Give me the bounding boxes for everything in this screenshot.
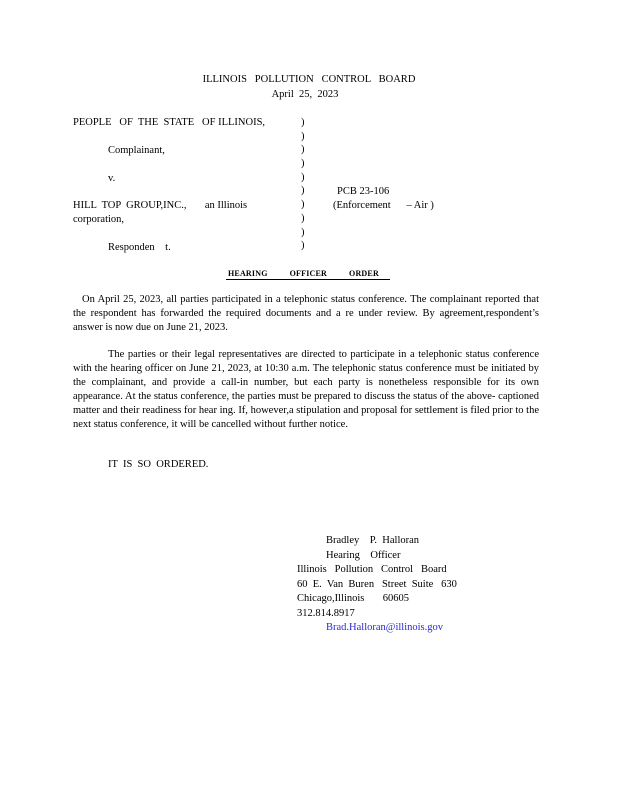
complainant-name: PEOPLE OF THE STATE OF ILLINOIS, [73,117,266,128]
paren: ) [301,130,305,142]
signer-title: Hearing Officer [326,549,401,561]
signature-block [297,534,497,636]
paren: ) [301,144,305,156]
respondent-label: Responden t. [108,242,171,253]
paren: ) [301,117,305,128]
paren: ) [301,226,305,238]
paragraph-directive: The parties or their legal representatives are directed to participate in a telephonic status conference with the hearing officer on June 21, 2023, at 10:30 a.m. The telephonic status conference must be initiated by the complainant, and provide a call-in number, but each party is nonetheless responsible for its own appearance. At the status conference, the parties must be prepared to discuss the status of the above- captioned matter and their readiness for hear ing. If, however,a stipulation and proposal for settlement is filed prior to the next status conference, it will be cancelled without further notice. [73,349,539,430]
order-date: April 25, 2023 [271,89,339,100]
signer-address: 60 E. Van Buren Street Suite 630 [297,578,457,590]
signer-name: Bradley P. Halloran [326,535,420,546]
paren: ) [301,158,305,170]
paren: ) [301,240,305,252]
respondent-name-continued: corporation, [73,214,125,225]
paren: ) [301,212,305,224]
signer-phone: 312.814.8917 [297,607,355,619]
case-type: (Enforcement – Air ) [333,200,434,211]
paren: ) [301,185,305,197]
complainant-label: Complainant, [108,145,165,156]
signer-org: Illinois Pollution Control Board [297,564,447,575]
order-heading [226,268,390,280]
so-ordered: IT IS SO ORDERED. [108,459,209,470]
signer-email-link[interactable]: Brad.Halloran@illinois.gov [326,622,443,633]
signer-city: Chicago,Illinois 60605 [297,593,409,604]
case-number: PCB 23-106 [337,186,390,197]
paren: ) [301,171,305,183]
versus-label: v. [108,173,116,184]
caption-parentheses [301,116,313,253]
paren: ) [301,199,305,211]
respondent-name: HILL TOP GROUP,INC., an Illinois [73,200,248,211]
paragraph-status: On April 25, 2023, all parties participated in a telephonic status conference. The complainant reported that the respondent has forwarded the required documents and a re under review. By agreement,respondent’s answer is now due on June 21, 2023. [73,294,539,333]
order-heading-text: HEARING OFFICER ORDER [228,269,379,278]
agency-header: ILLINOIS POLLUTION CONTROL BOARD [202,74,416,85]
